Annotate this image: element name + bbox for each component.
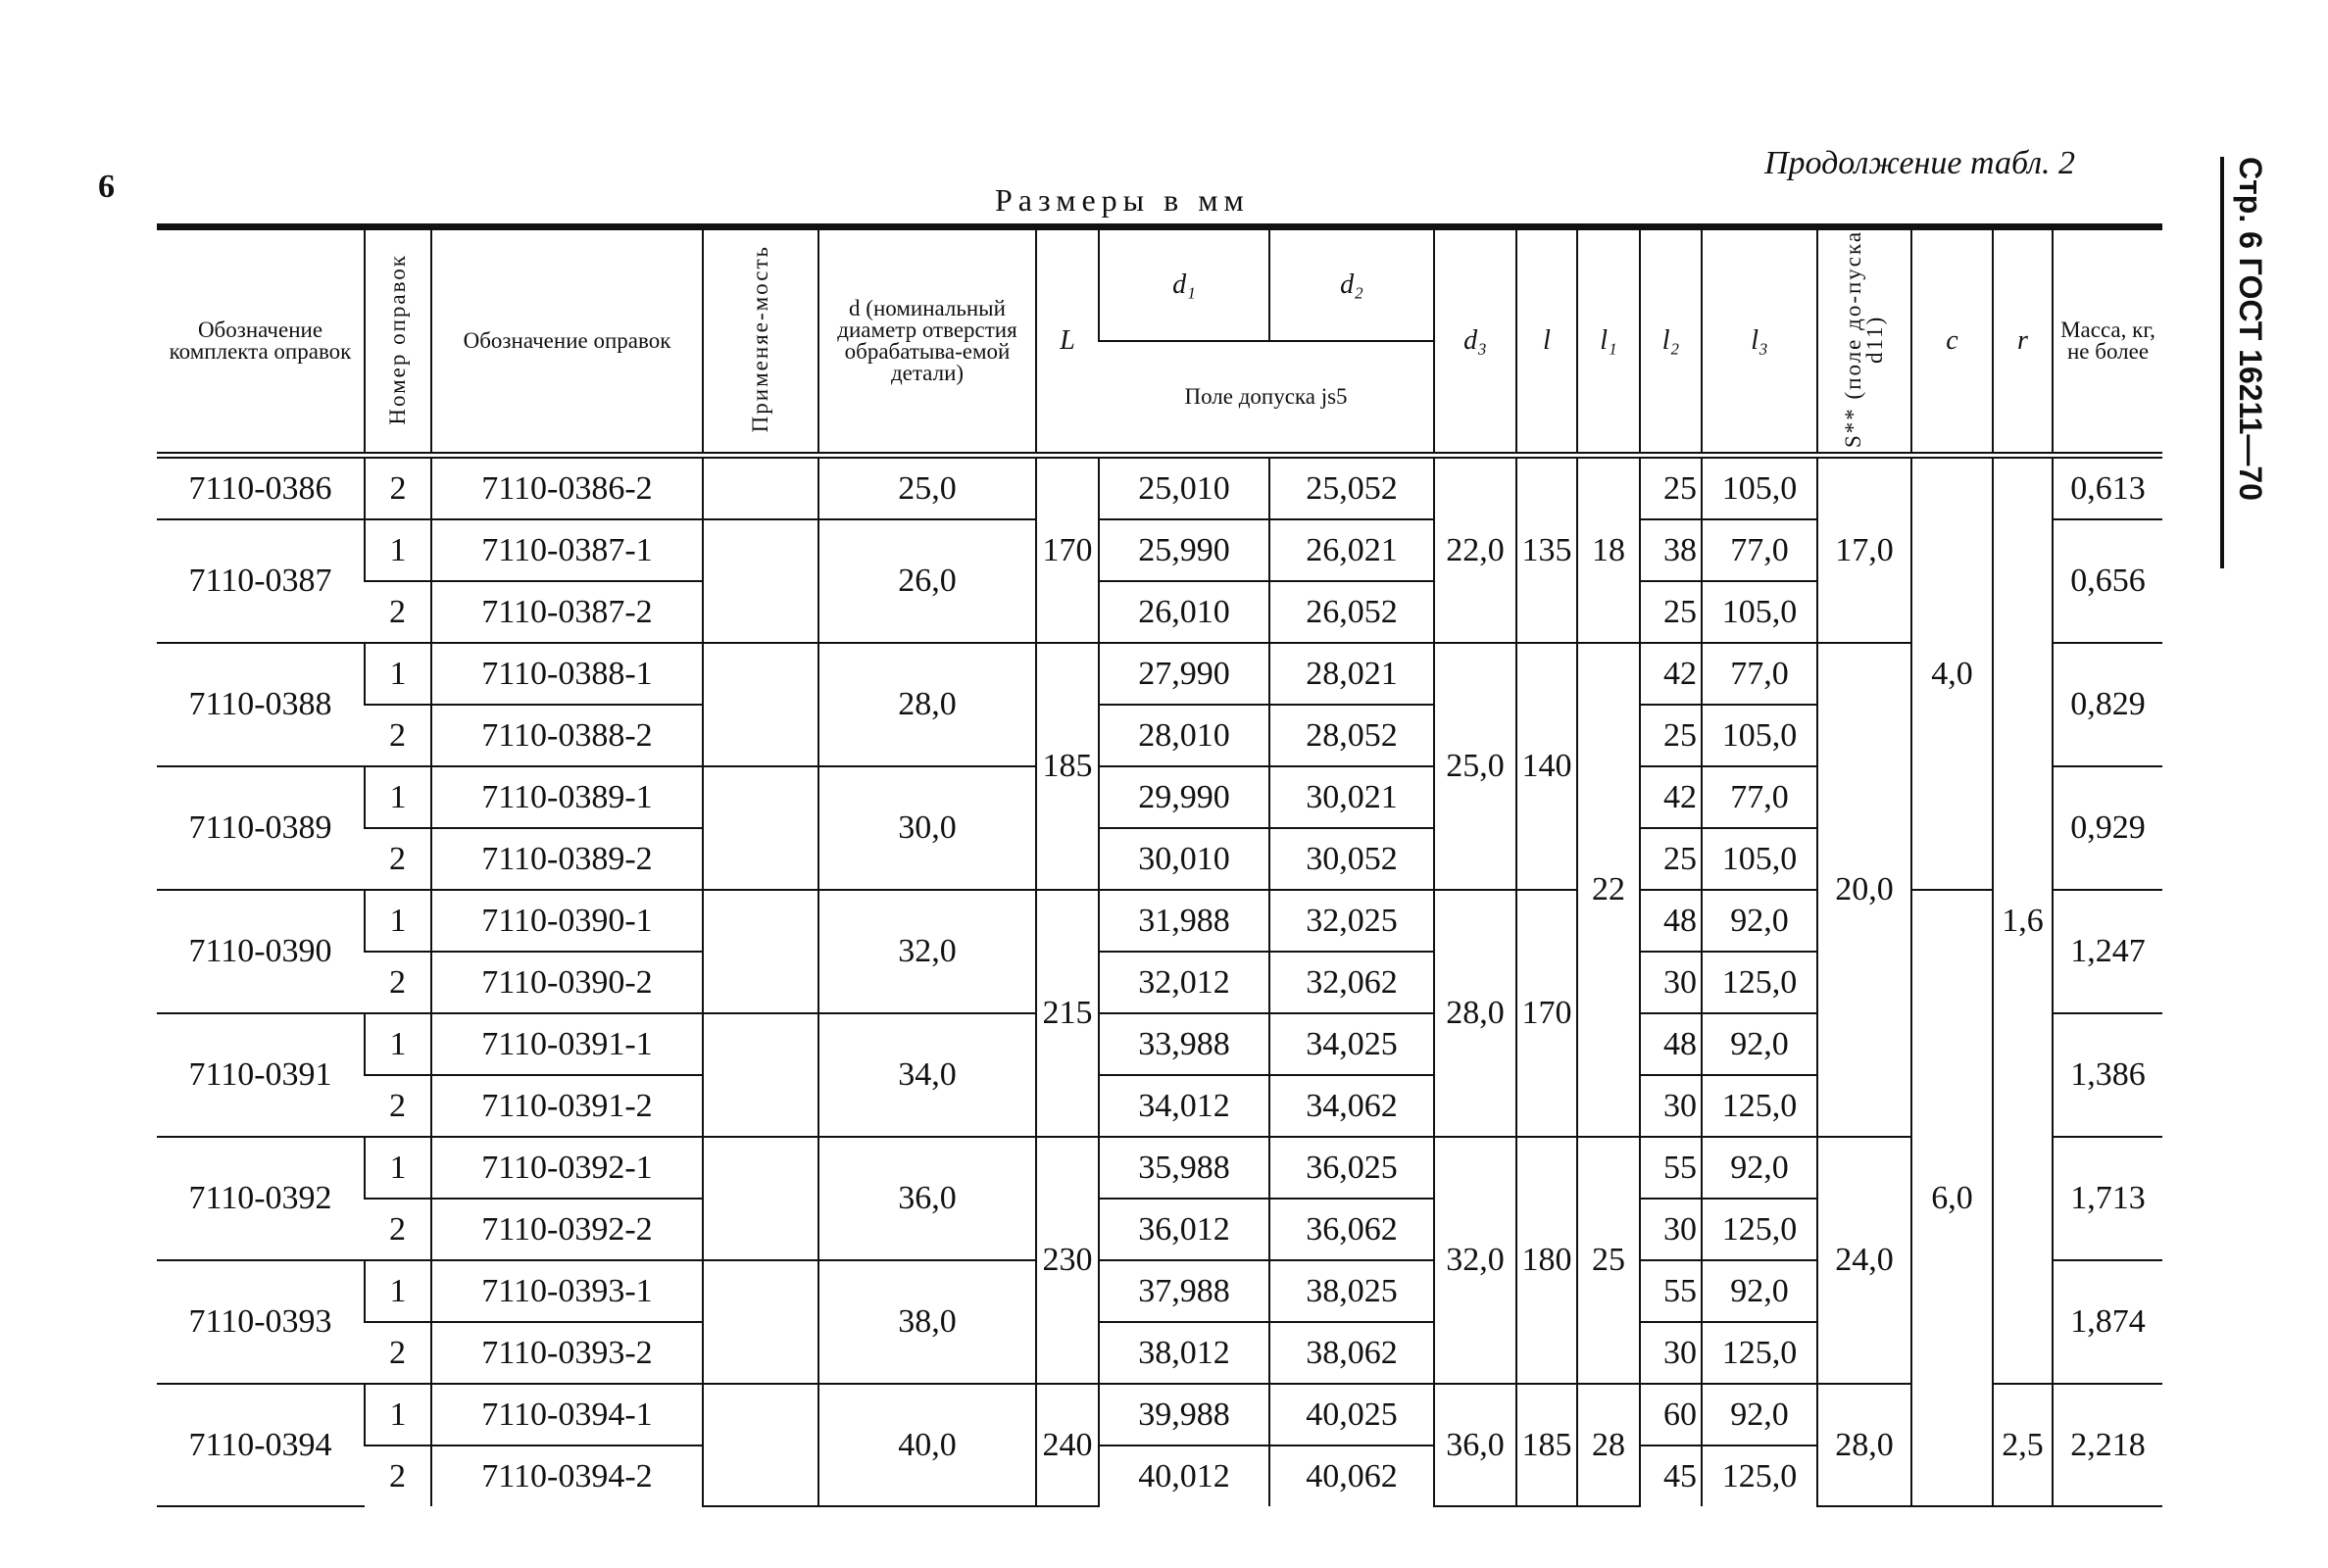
header-mass: Масса, кг, не более [2053,227,2162,456]
table-row [157,456,2162,520]
cell-mass: 0,929 [2053,766,2162,890]
cell-number: 2 [365,952,431,1013]
cell-mandrel-code: 7110-0388-2 [431,705,703,766]
cell-d1: 28,010 [1099,705,1269,766]
cell-d2: 34,025 [1269,1013,1434,1075]
cell-mass: 1,713 [2053,1137,2162,1260]
cell-l3: 92,0 [1702,890,1817,952]
cell-number: 1 [365,890,431,952]
cell-number: 2 [365,456,431,520]
cell-d1: 34,012 [1099,1075,1269,1137]
cell-applicability [703,1260,818,1384]
cell-l2: 30 [1640,952,1702,1013]
cell-l: 185 [1516,1384,1577,1506]
header-l: l [1516,227,1577,456]
header-number: Номер оправок [365,227,431,456]
header-r: r [1993,227,2053,456]
table-row [157,1384,2162,1446]
cell-l: 140 [1516,643,1577,890]
cell-l3: 92,0 [1702,1260,1817,1322]
cell-l1: 25 [1577,1137,1640,1384]
cell-l2: 48 [1640,890,1702,952]
cell-l2: 38 [1640,519,1702,581]
cell-number: 1 [365,1384,431,1446]
cell-l2: 30 [1640,1199,1702,1260]
cell-d1: 35,988 [1099,1137,1269,1199]
cell-d2: 38,062 [1269,1322,1434,1384]
cell-kit-code: 7110-0386 [157,456,365,520]
header-d2: d₂ [1269,227,1434,342]
cell-l2: 42 [1640,766,1702,828]
cell-l2: 48 [1640,1013,1702,1075]
cell-mandrel-code: 7110-0393-1 [431,1260,703,1322]
cell-kit-code: 7110-0390 [157,890,365,1013]
cell-applicability [703,1137,818,1260]
cell-l3: 92,0 [1702,1013,1817,1075]
cell-kit-code: 7110-0387 [157,519,365,643]
cell-d3: 36,0 [1434,1384,1516,1506]
cell-l2: 55 [1640,1137,1702,1199]
cell-r: 1,6 [1993,456,2053,1385]
cell-mandrel-code: 7110-0387-1 [431,519,703,581]
cell-d2: 32,062 [1269,952,1434,1013]
header-l1: l₁ [1577,227,1640,456]
cell-d2: 34,062 [1269,1075,1434,1137]
header-tolerance: Поле допуска js5 [1184,384,1348,409]
cell-d2: 40,025 [1269,1384,1434,1446]
cell-l1: 28 [1577,1384,1640,1506]
cell-l2: 55 [1640,1260,1702,1322]
cell-mass: 1,386 [2053,1013,2162,1137]
header-d1: d₁ [1099,227,1269,342]
table-continuation-caption: Продолжение табл. 2 [1764,145,2076,181]
cell-d1: 36,012 [1099,1199,1269,1260]
cell-number: 2 [365,1075,431,1137]
header-S: S** (поле до-пуска d11) [1817,227,1911,456]
cell-mandrel-code: 7110-0387-2 [431,581,703,643]
cell-mandrel-code: 7110-0391-1 [431,1013,703,1075]
cell-d1: 38,012 [1099,1322,1269,1384]
cell-l3: 92,0 [1702,1384,1817,1446]
cell-number: 2 [365,581,431,643]
header-L: L [1036,227,1099,456]
cell-S: 24,0 [1817,1137,1911,1384]
cell-applicability [703,1384,818,1506]
cell-d: 30,0 [818,766,1036,890]
cell-number: 2 [365,1322,431,1384]
cell-kit-code: 7110-0392 [157,1137,365,1260]
cell-d3: 22,0 [1434,456,1516,644]
cell-l3: 105,0 [1702,705,1817,766]
cell-number: 1 [365,1137,431,1199]
cell-d1: 30,010 [1099,828,1269,890]
cell-L: 215 [1036,890,1099,1137]
side-page-label-text: Стр. 6 ГОСТ 16211—70 [2233,157,2268,501]
cell-l3: 125,0 [1702,1075,1817,1137]
cell-l1: 22 [1577,643,1640,1137]
cell-l: 135 [1516,456,1577,644]
cell-mandrel-code: 7110-0393-2 [431,1322,703,1384]
side-page-label [2220,157,2268,568]
cell-l3: 77,0 [1702,519,1817,581]
cell-d1: 25,990 [1099,519,1269,581]
cell-d: 26,0 [818,519,1036,643]
header-d: d (номинальный диаметр отверстия обрабатыва-емой детали) [818,227,1036,456]
cell-l2: 42 [1640,643,1702,705]
cell-d2: 28,052 [1269,705,1434,766]
cell-d1: 31,988 [1099,890,1269,952]
cell-L: 240 [1036,1384,1099,1506]
cell-mass: 0,613 [2053,456,2162,520]
cell-l3: 92,0 [1702,1137,1817,1199]
cell-d: 40,0 [818,1384,1036,1506]
cell-c: 6,0 [1911,890,1993,1506]
cell-d: 32,0 [818,890,1036,1013]
cell-mandrel-code: 7110-0386-2 [431,456,703,520]
cell-d2: 32,025 [1269,890,1434,952]
cell-S: 17,0 [1817,456,1911,644]
header-mandrel: Обозначение оправок [431,227,703,456]
cell-l1: 18 [1577,456,1640,644]
cell-number: 2 [365,705,431,766]
cell-d3: 28,0 [1434,890,1516,1137]
cell-mandrel-code: 7110-0394-2 [431,1446,703,1506]
cell-d2: 25,052 [1269,456,1434,520]
table-row [157,1137,2162,1199]
cell-L: 170 [1036,456,1099,644]
cell-S: 28,0 [1817,1384,1911,1506]
cell-l3: 125,0 [1702,952,1817,1013]
cell-number: 2 [389,1457,406,1494]
cell-l3: 77,0 [1702,766,1817,828]
mandrel-table [157,223,2162,1507]
cell-d2: 38,025 [1269,1260,1434,1322]
cell-l2: 30 [1640,1075,1702,1137]
cell-d2: 36,062 [1269,1199,1434,1260]
cell-d1: 33,988 [1099,1013,1269,1075]
cell-l2: 25 [1640,828,1702,890]
cell-number: 1 [365,643,431,705]
cell-d1: 27,990 [1099,643,1269,705]
units-caption: Размеры в мм [995,182,1250,218]
header-kit: Обозначение комплекта оправок [169,318,352,364]
cell-d1: 40,012 [1099,1446,1269,1506]
cell-l: 180 [1516,1137,1577,1384]
cell-d: 36,0 [818,1137,1036,1260]
cell-d2: 30,021 [1269,766,1434,828]
cell-d1: 26,010 [1099,581,1269,643]
cell-applicability [703,766,818,890]
cell-L: 185 [1036,643,1099,890]
cell-d1: 29,990 [1099,766,1269,828]
cell-mandrel-code: 7110-0389-1 [431,766,703,828]
cell-r: 2,5 [1993,1384,2053,1506]
cell-l3: 125,0 [1702,1199,1817,1260]
cell-mandrel-code: 7110-0392-2 [431,1199,703,1260]
cell-mass: 0,829 [2053,643,2162,766]
cell-l2: 25 [1640,456,1702,520]
header-applicability: Применяе-мость [703,227,818,456]
cell-mandrel-code: 7110-0391-2 [431,1075,703,1137]
cell-applicability [703,890,818,1013]
cell-d2: 26,021 [1269,519,1434,581]
cell-d2: 26,052 [1269,581,1434,643]
header-c: c [1911,227,1993,456]
cell-mass: 1,247 [2053,890,2162,1013]
cell-number: 1 [365,1013,431,1075]
cell-d: 38,0 [818,1260,1036,1384]
cell-number: 1 [365,1260,431,1322]
cell-c: 4,0 [1911,456,1993,891]
cell-mandrel-code: 7110-0394-1 [431,1384,703,1446]
cell-mass: 1,874 [2053,1260,2162,1384]
cell-applicability [703,1013,818,1137]
cell-applicability [703,519,818,643]
cell-kit-code: 7110-0391 [157,1013,365,1137]
cell-l2: 45 [1640,1446,1702,1506]
cell-number: 2 [365,1199,431,1260]
cell-l3: 105,0 [1702,456,1817,520]
cell-d: 34,0 [818,1013,1036,1137]
cell-l2: 25 [1640,581,1702,643]
cell-mandrel-code: 7110-0390-1 [431,890,703,952]
cell-mandrel-code: 7110-0389-2 [431,828,703,890]
cell-d2: 40,062 [1269,1446,1434,1506]
cell-l3: 77,0 [1702,643,1817,705]
cell-l2: 60 [1640,1384,1702,1446]
cell-l3: 125,0 [1702,1322,1817,1384]
cell-applicability [703,643,818,766]
cell-number: 1 [365,766,431,828]
cell-l3: 105,0 [1702,581,1817,643]
cell-mass: 2,218 [2053,1384,2162,1506]
cell-number: 1 [365,519,431,581]
cell-d: 25,0 [818,456,1036,520]
cell-kit-code: 7110-0393 [157,1260,365,1384]
table-row [157,643,2162,705]
cell-d2: 36,025 [1269,1137,1434,1199]
cell-mandrel-code: 7110-0390-2 [431,952,703,1013]
cell-d2: 28,021 [1269,643,1434,705]
table-body [157,456,2162,1507]
cell-l: 170 [1516,890,1577,1137]
header-l3: l₃ [1702,227,1817,456]
cell-mass: 0,656 [2053,519,2162,643]
cell-d2: 30,052 [1269,828,1434,890]
cell-d3: 25,0 [1434,643,1516,890]
cell-l3: 105,0 [1702,828,1817,890]
cell-kit-code: 7110-0389 [157,766,365,890]
cell-d1: 37,988 [1099,1260,1269,1322]
header-d3: d₃ [1434,227,1516,456]
cell-L: 230 [1036,1137,1099,1384]
cell-d3: 32,0 [1434,1137,1516,1384]
cell-kit-code: 7110-0388 [157,643,365,766]
page-number: 9 [98,168,115,204]
cell-d1: 39,988 [1099,1384,1269,1446]
cell-S: 20,0 [1817,643,1911,1137]
cell-applicability [703,456,818,520]
cell-l2: 25 [1640,705,1702,766]
cell-mandrel-code: 7110-0388-1 [431,643,703,705]
cell-kit-code: 7110-0394 [157,1384,365,1506]
cell-d1: 32,012 [1099,952,1269,1013]
cell-d1: 25,010 [1099,456,1269,520]
cell-number: 2 [365,828,431,890]
cell-l3: 125,0 [1702,1446,1817,1506]
cell-mandrel-code: 7110-0392-1 [431,1137,703,1199]
cell-l2: 30 [1640,1322,1702,1384]
header-l2: l₂ [1640,227,1702,456]
cell-d: 28,0 [818,643,1036,766]
